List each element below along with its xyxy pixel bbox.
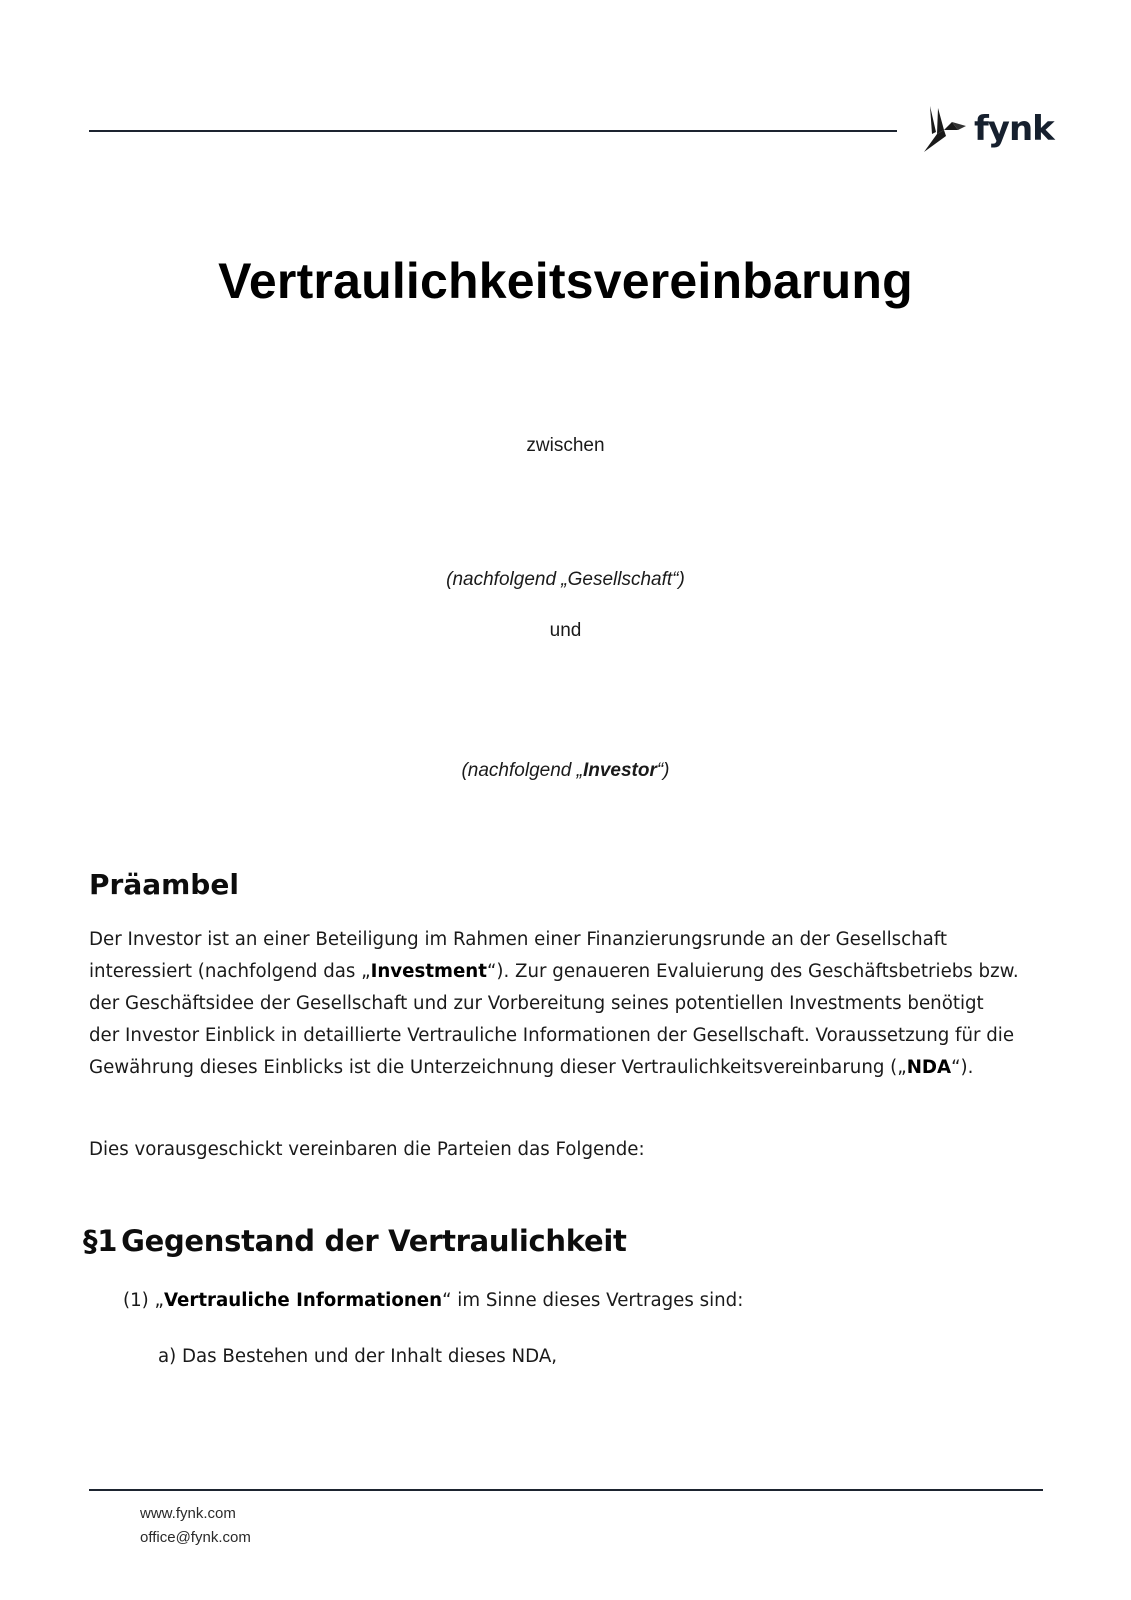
party2-name: Investor — [582, 760, 657, 781]
preamble-paragraph: Der Investor ist an einer Beteiligung im Rahmen einer Finanzierungsrunde an der Gesellschaft interessiert (nachfolgend das „Investment“). Zur genaueren Evaluierung des Geschäftsbetriebs bzw. der Geschäftsidee der Gesellschaft und zur Vorbereitung seines potentiellen Investments benötigt der Investor Einblick in detaillierte Vertrauliche Informationen der Gesellschaft. Voraussetzung für die Gewährung dieses Einblicks ist die Unterzeichnung dieser Vertraulichkeitsvereinbarung („NDA“). — [89, 929, 1019, 1078]
clause-1-item-a: a) Das Bestehen und der Inhalt dieses NDA, — [158, 1346, 558, 1367]
logo-text: fynk — [974, 109, 1054, 149]
header-rule — [89, 130, 897, 132]
between-label: zwischen — [526, 435, 605, 456]
clause-1: (1) „Vertrauliche Informationen“ im Sinne dieses Vertrages sind: — [123, 1290, 744, 1311]
footer-email: office@fynk.com — [140, 1529, 251, 1546]
party1-name: Gesellschaft — [567, 569, 673, 590]
defined-term-nda: NDA — [906, 1057, 952, 1078]
defined-term-confidential-info: Vertrauliche Informationen — [163, 1290, 443, 1311]
party1-designation: (nachfolgend „Gesellschaft“) — [446, 569, 685, 590]
preamble-heading: Präambel — [89, 868, 239, 901]
party2-designation: (nachfolgend „Investor“) — [461, 760, 670, 781]
and-label: und — [549, 620, 582, 641]
footer-rule — [89, 1489, 1043, 1491]
section-number: §1 — [83, 1224, 118, 1258]
defined-term-investment: Investment — [370, 961, 487, 982]
fynk-logo — [922, 104, 1054, 154]
footer-website: www.fynk.com — [140, 1505, 236, 1522]
section-1-heading: §1 Gegenstand der Vertraulichkeit — [83, 1224, 627, 1258]
document-title: Vertraulichkeitsvereinbarung — [218, 253, 913, 309]
footer — [140, 1502, 251, 1550]
origami-bird-icon — [922, 104, 968, 154]
preamble-closing: Dies vorausgeschickt vereinbaren die Parteien das Folgende: — [89, 1139, 645, 1160]
